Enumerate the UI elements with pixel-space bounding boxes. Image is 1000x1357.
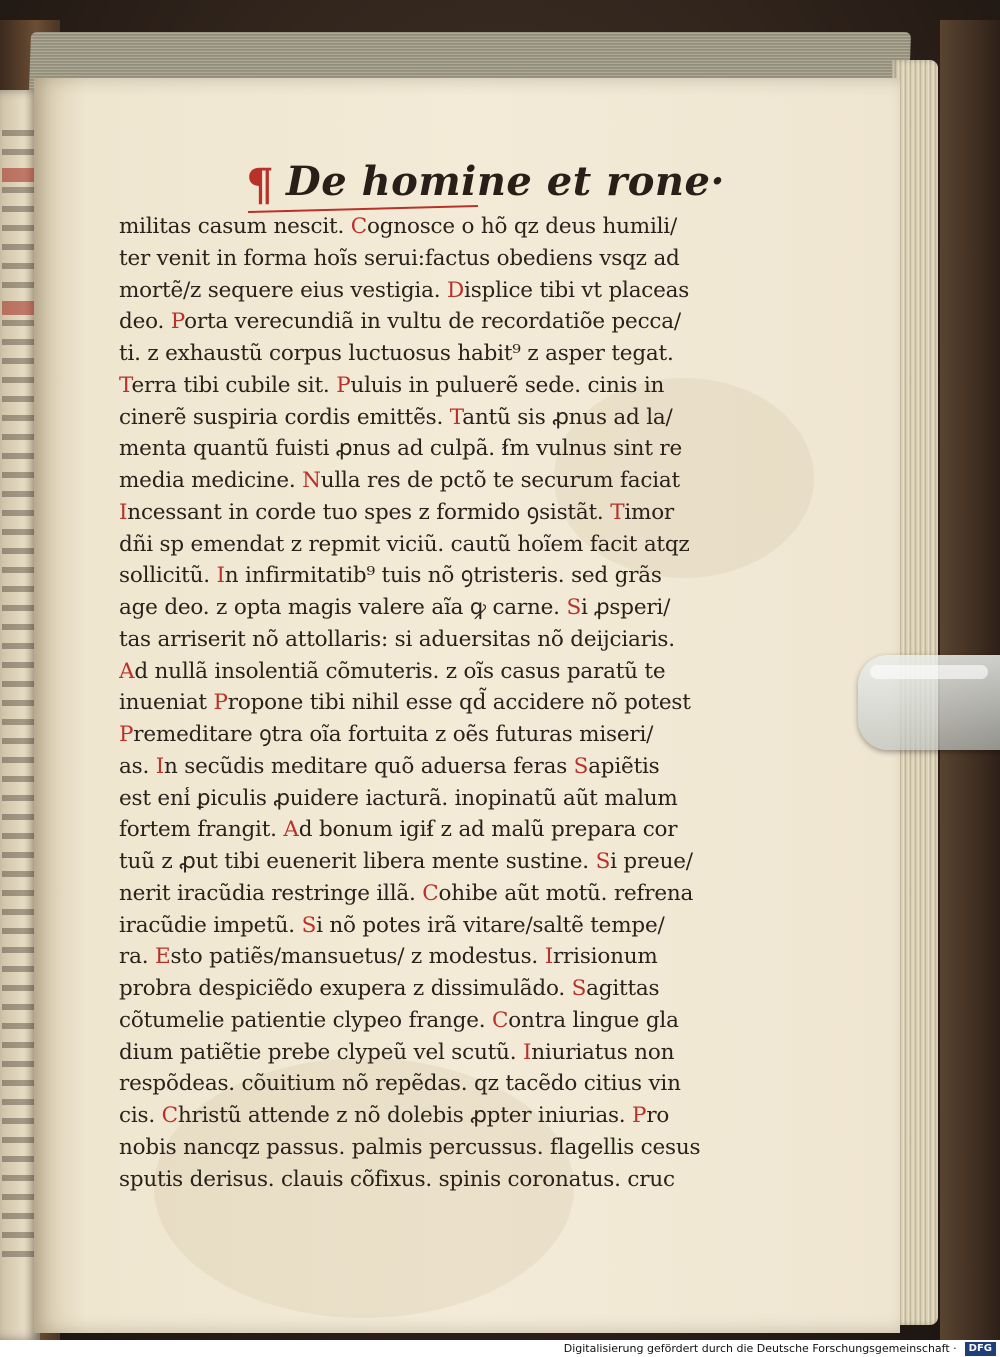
rubricated-initial: C (492, 1007, 509, 1033)
ghost-text-line (2, 168, 36, 182)
ghost-text-line (2, 1213, 36, 1219)
text-segment: ncessant in corde tuo spes z formido ꝯsistãt. (127, 499, 611, 525)
ghost-text-line (2, 947, 36, 953)
footer-bar (0, 1340, 1000, 1357)
text-line (119, 751, 759, 783)
funding-credit: Digitalisierung gefördert durch die Deutsche Forschungsgemeinschaft · (563, 1342, 957, 1355)
text-segment: militas casum nescit. (119, 214, 351, 239)
text-segment: menta quantũ fuisti ꝓnus ad culpã. ẜm vulnus sint re (119, 436, 682, 462)
text-segment: hristũ attende z nõ dolebis ꝓpter iniurias. (177, 1103, 633, 1128)
rubricated-initial: P (119, 722, 134, 747)
text-line (119, 783, 759, 815)
text-segment: ra. (119, 944, 155, 970)
rubricated-initial: E (154, 944, 171, 970)
ghost-text-line (2, 928, 36, 934)
chapter-heading (246, 158, 766, 218)
ghost-text-line (2, 434, 36, 440)
text-segment: d bonum igiẜ z ad malũ prepara cor (298, 817, 678, 843)
text-segment: i preue/ (610, 849, 693, 874)
text-line (119, 941, 759, 973)
ghost-text-line (2, 301, 36, 315)
text-line (119, 1068, 759, 1100)
text-segment: n secũdis meditare quõ aduersa feras (164, 753, 574, 779)
rubricated-initial: I (155, 753, 165, 779)
ghost-text-line (2, 795, 36, 801)
text-segment: ognosce o hõ qz deus humili/ (367, 214, 678, 239)
text-segment: imor (624, 499, 675, 525)
text-segment: inueniat (119, 690, 214, 716)
text-segment: nobis nancqz passus. palmis percussus. flagellis cesus (119, 1134, 701, 1160)
text-line (119, 306, 759, 338)
ghost-text-line (2, 130, 36, 136)
rubricated-initial: S (566, 595, 581, 620)
text-segment: nerit iracũdia restringe illã. (119, 880, 423, 906)
text-segment: sollicitũ. (119, 563, 217, 589)
ghost-text-line (2, 567, 36, 573)
text-line (119, 1037, 759, 1069)
text-line (119, 560, 759, 592)
rubricated-initial: C (422, 880, 439, 906)
ghost-text-line (2, 529, 36, 535)
ghost-text-line (2, 244, 36, 250)
ghost-text-line (2, 472, 36, 478)
text-line (119, 719, 759, 751)
ghost-text-line (2, 510, 36, 516)
ghost-text-line (2, 681, 36, 687)
ghost-text-line (2, 814, 36, 820)
ghost-text-line (2, 1061, 36, 1067)
ghost-text-line (2, 909, 36, 915)
text-line (119, 814, 759, 846)
text-line (119, 878, 759, 910)
ghost-text-line (2, 453, 36, 459)
text-segment: ontra lingue gla (508, 1007, 679, 1033)
text-segment: dium patiẽtie prebe clypeũ vel scutũ. (119, 1039, 523, 1065)
text-segment: orta verecundiã in vultu de recordatiõe pecca/ (184, 309, 681, 335)
text-segment: cõtumelie patientie clypeo frange. (119, 1007, 493, 1033)
ghost-text-line (2, 662, 36, 668)
book-page (34, 78, 900, 1333)
text-segment: i nõ potes irã vitare/saltẽ tempe/ (316, 912, 665, 938)
text-segment: remeditare ꝯtra oĩa fortuita z oẽs futuras miseri/ (133, 722, 654, 747)
ghost-text-line (2, 282, 36, 288)
ghost-text-line (2, 966, 36, 972)
text-segment: rrisionum (552, 944, 658, 970)
ghost-text-line (2, 719, 36, 725)
text-segment: est eni̾ ꝑiculis ꝓuidere iacturã. inopinatũ aũt malum (119, 785, 678, 811)
text-line (119, 211, 759, 243)
text-segment: as. (119, 753, 156, 779)
text-segment: ro (646, 1103, 670, 1128)
rubricated-initial: C (350, 214, 367, 239)
rubricated-initial: T (119, 372, 132, 398)
text-line (119, 465, 759, 497)
ghost-text-line (2, 1232, 36, 1238)
ghost-text-line (2, 187, 36, 193)
text-segment: mortẽ/z sequere eius vestigia. (119, 277, 447, 303)
rubricated-initial: S (573, 753, 589, 779)
rubricated-initial: D (446, 277, 465, 303)
text-segment: iracũdie impetũ. (119, 912, 302, 938)
text-line (119, 973, 759, 1005)
text-segment: sputis derisus. clauis cõfixus. spinis coronatus. cruc (119, 1166, 675, 1192)
text-line (119, 1164, 759, 1196)
ghost-text-line (2, 643, 36, 649)
rubricated-initial: C (161, 1103, 178, 1128)
text-line (119, 338, 759, 370)
text-line (119, 624, 759, 656)
ghost-text-line (2, 1175, 36, 1181)
text-segment: tuũ z ꝓut tibi euenerit libera mente sustine. (119, 849, 596, 874)
rubricated-initial: I (544, 944, 553, 970)
rubricated-initial: I (119, 499, 128, 525)
ghost-text-line (2, 738, 36, 744)
text-segment: apiẽtis (588, 753, 660, 779)
ghost-text-line (2, 890, 36, 896)
text-segment: n infirmitatib⁹ tuis nõ ꝯtristeris. sed grãs (224, 563, 662, 589)
ghost-text-line (2, 605, 36, 611)
ghost-text-line (2, 491, 36, 497)
text-line (119, 1005, 759, 1037)
ghost-text-line (2, 700, 36, 706)
text-segment: erra tibi cubile sit. (131, 372, 337, 398)
text-segment: age deo. z opta magis valere aĩa ꝙ carne. (119, 595, 567, 620)
page-clip (858, 655, 1000, 750)
ghost-text-line (2, 586, 36, 592)
text-block (119, 211, 759, 1195)
paragraph-mark-icon: ¶ (246, 160, 274, 211)
ghost-text-line (2, 833, 36, 839)
text-line (119, 846, 759, 878)
rubricated-initial: S (595, 849, 611, 874)
text-line (119, 402, 759, 434)
ghost-text-line (2, 1251, 36, 1257)
ghost-text-line (2, 985, 36, 991)
ghost-text-line (2, 377, 36, 383)
text-segment: antũ sis ꝓnus ad la/ (462, 404, 673, 430)
ghost-text-line (2, 1156, 36, 1162)
text-segment: ter venit in forma hoĩs serui:factus obediens vsqz ad (119, 245, 680, 271)
text-segment: respõdeas. cõuitium nõ repẽdas. qz tacẽdo citius vin (119, 1071, 681, 1097)
rubricated-initial: N (302, 468, 321, 493)
dfg-logo: DFG (965, 1342, 996, 1356)
rubricated-initial: T (449, 404, 463, 430)
text-segment: i ꝓsperi/ (580, 595, 671, 620)
text-line (119, 370, 759, 402)
text-line (119, 497, 759, 529)
ghost-text-line (2, 358, 36, 364)
text-segment: niuriatus non (531, 1039, 675, 1065)
text-segment: fortem frangit. (119, 817, 284, 843)
text-line (119, 910, 759, 942)
text-segment: sto patiẽs/mansuetus/ z modestus. (170, 944, 545, 970)
ghost-text-line (2, 852, 36, 858)
text-segment: ulla res de pctõ te securum faciat (320, 468, 680, 493)
ghost-text-line (2, 206, 36, 212)
text-segment: ti. z exhaustũ corpus luctuosus habit⁹ z asper tegat. (119, 341, 674, 366)
ghost-text-line (2, 1080, 36, 1086)
rubricated-initial: P (632, 1103, 647, 1128)
ghost-text-line (2, 1099, 36, 1105)
text-line (119, 1100, 759, 1132)
text-line (119, 433, 759, 465)
rubricated-initial: S (571, 976, 587, 1001)
ghost-text-line (2, 415, 36, 421)
text-line (119, 656, 759, 688)
ghost-text-line (2, 149, 36, 155)
ghost-text-line (2, 1023, 36, 1029)
rubricated-initial: T (610, 499, 625, 525)
ghost-text-line (2, 757, 36, 763)
text-line (119, 592, 759, 624)
text-line (119, 529, 759, 561)
ghost-text-line (2, 871, 36, 877)
text-segment: dñi sp emendat z repmit viciũ. cautũ hoĩem facit atqz (119, 531, 690, 557)
text-segment: cinerẽ suspiria cordis emittẽs. (119, 404, 450, 430)
ghost-text-line (2, 548, 36, 554)
chapter-title: De homine et rone· (286, 158, 725, 205)
text-segment: probra despiciẽdo exupera z dissimulãdo. (119, 976, 572, 1001)
ghost-text-line (2, 776, 36, 782)
text-segment: uluis in puluerẽ sede. cinis in (350, 372, 665, 398)
text-line (119, 1132, 759, 1164)
text-segment: d nullã insolentiã cõmuteris. z oĩs casus paratũ te (134, 658, 666, 684)
rubricated-initial: A (283, 817, 299, 843)
rubricated-initial: A (119, 658, 135, 684)
text-segment: agittas (586, 976, 660, 1001)
ghost-text-line (2, 339, 36, 345)
text-line (119, 275, 759, 307)
ghost-text-line (2, 1004, 36, 1010)
rubricated-initial: I (216, 563, 225, 589)
ghost-text-line (2, 1042, 36, 1048)
text-segment: tas arriserit nõ attollaris: si aduersitas nõ deijciaris. (119, 626, 675, 652)
ghost-text-line (2, 396, 36, 402)
text-segment: isplice tibi vt placeas (464, 277, 690, 303)
rubricated-initial: P (336, 372, 351, 398)
text-segment: deo. (119, 309, 171, 335)
text-segment: ropone tibi nihil esse qd̃ accidere nõ potest (227, 690, 691, 716)
text-segment: media medicine. (119, 468, 303, 493)
ghost-text-line (2, 225, 36, 231)
rubricated-initial: P (213, 690, 228, 716)
text-line (119, 243, 759, 275)
text-segment: ohibe aũt motũ. refrena (438, 880, 694, 906)
rubricated-initial: S (301, 912, 317, 938)
ghost-text-line (2, 1137, 36, 1143)
rubricated-initial: P (170, 309, 185, 335)
ghost-text-line (2, 320, 36, 326)
rubricated-initial: I (522, 1039, 532, 1065)
text-line (119, 687, 759, 719)
text-segment: cis. (119, 1103, 162, 1128)
ghost-text-line (2, 1194, 36, 1200)
ghost-text-line (2, 263, 36, 269)
ghost-text-line (2, 1118, 36, 1124)
ghost-text-line (2, 624, 36, 630)
